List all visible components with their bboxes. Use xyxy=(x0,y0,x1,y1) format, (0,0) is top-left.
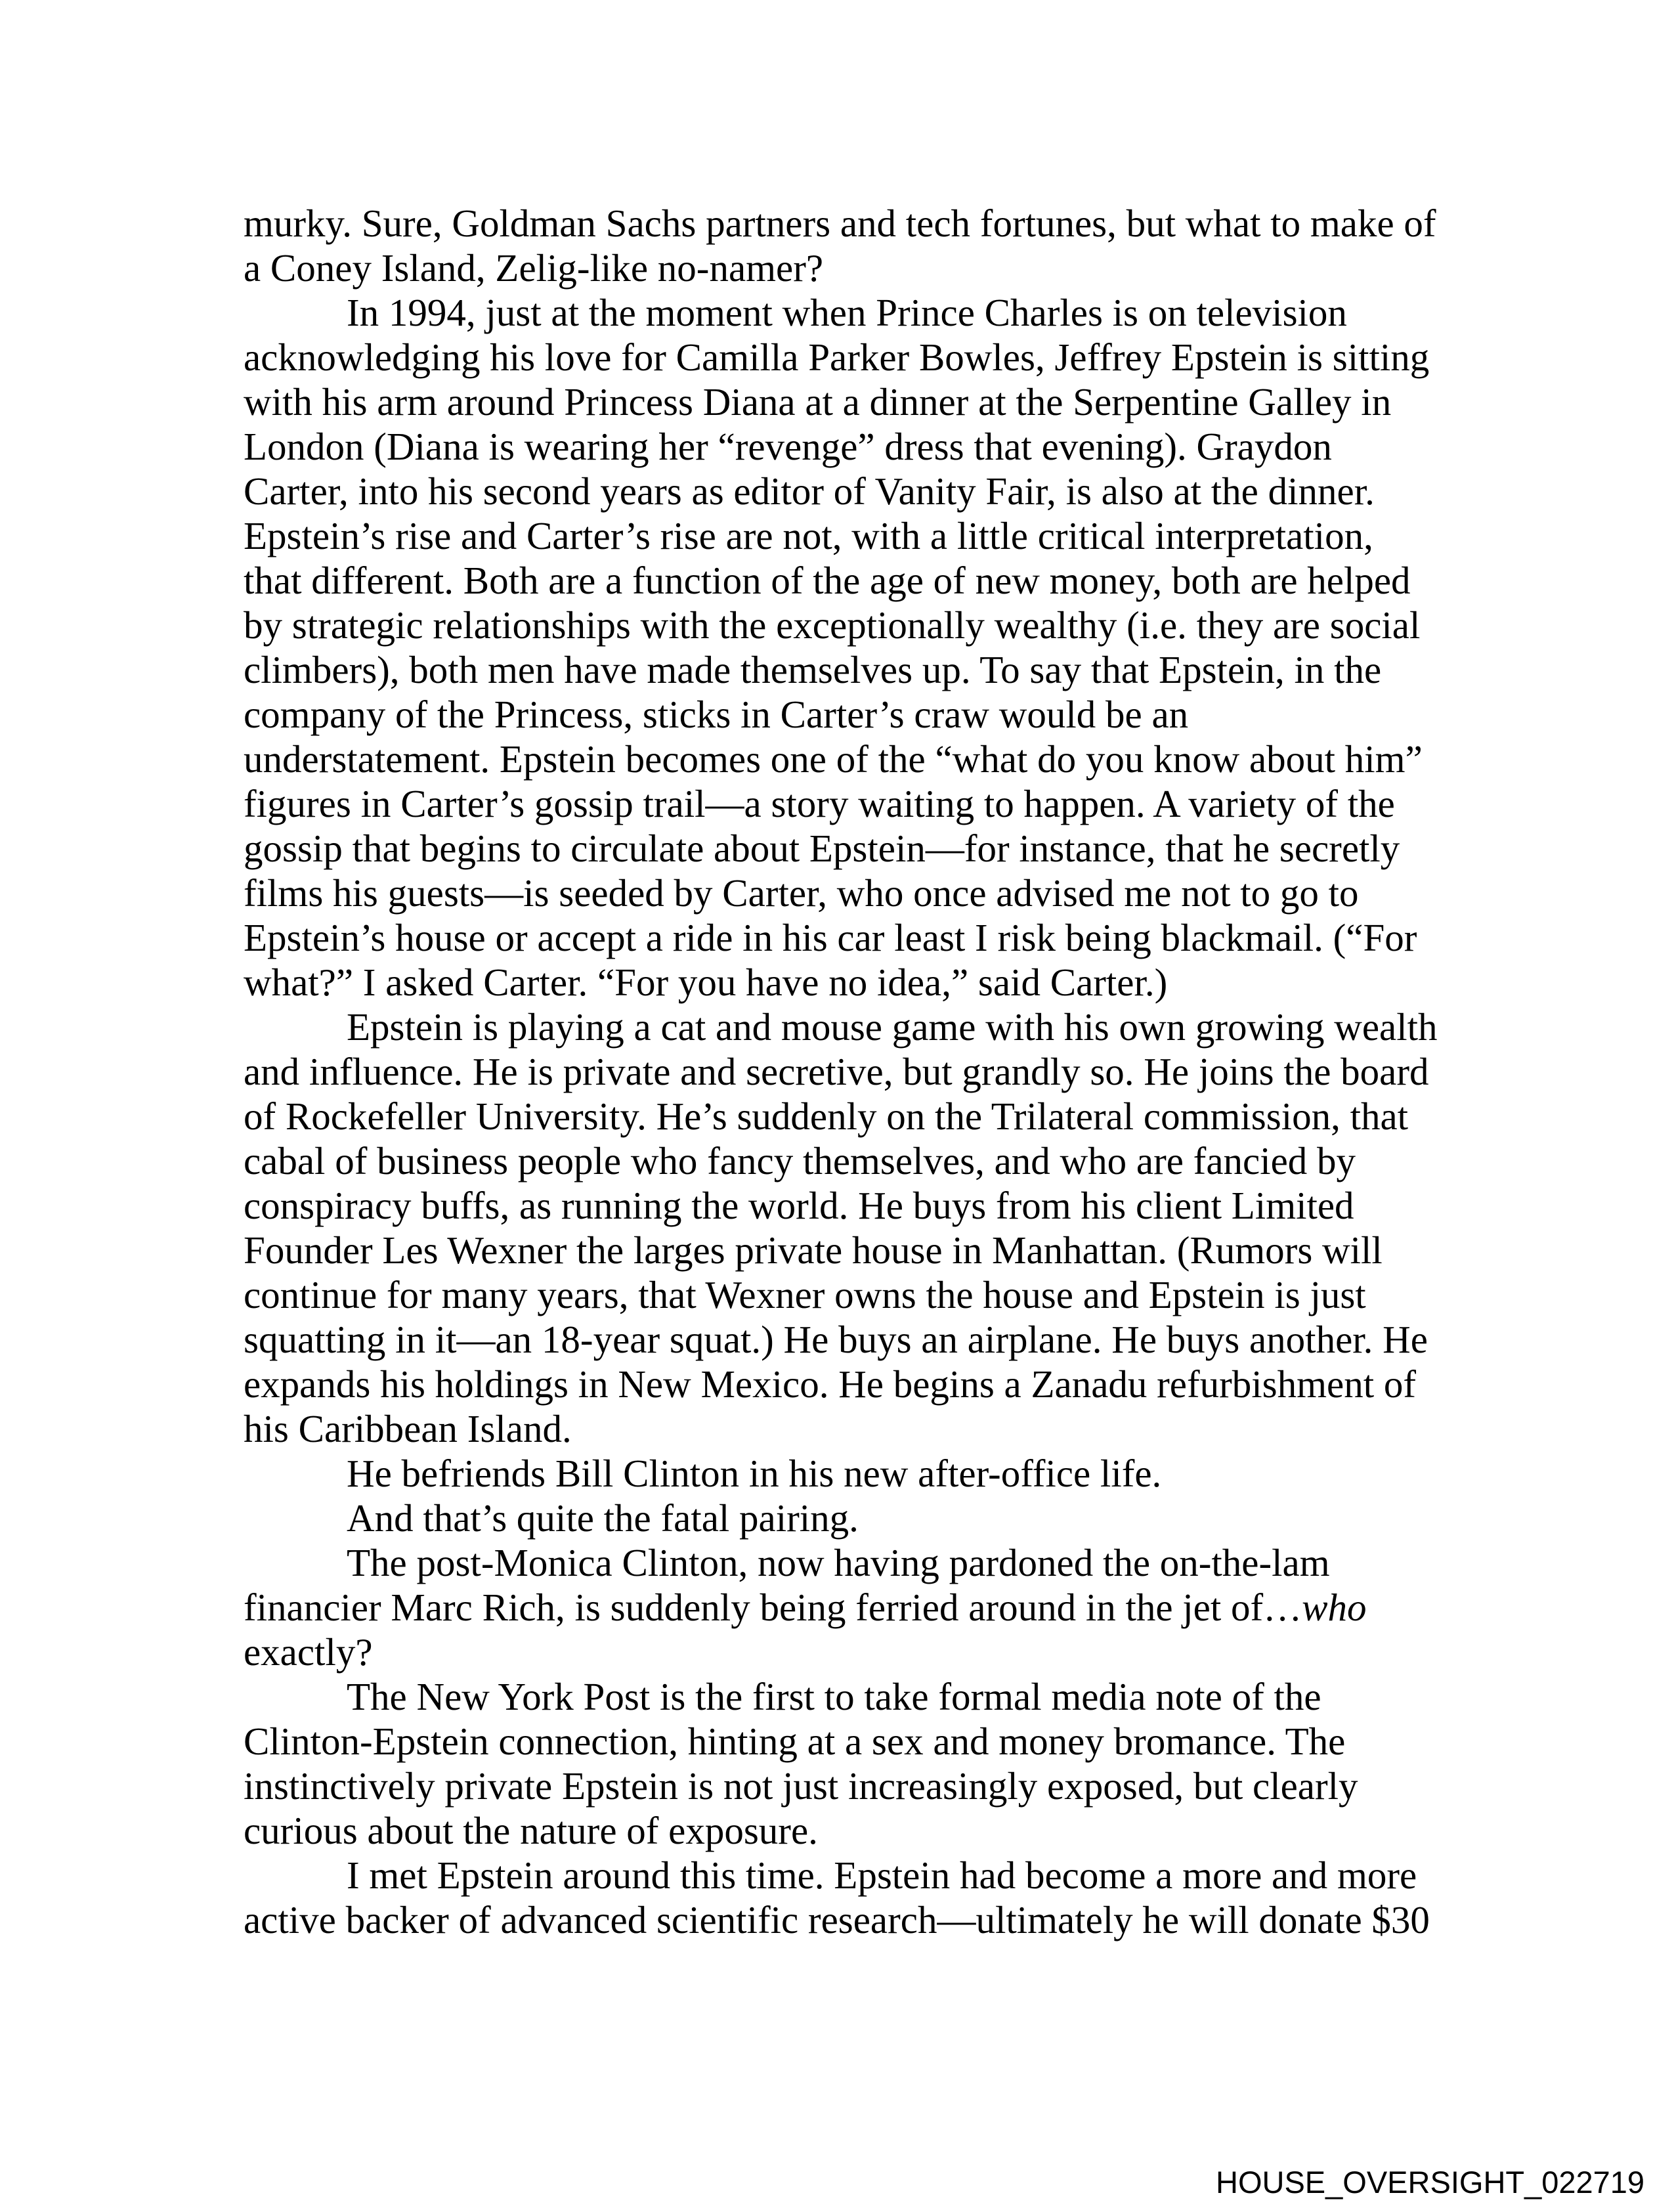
text-line: Carter, into his second years as editor of Vanity Fair, is also at the dinner. xyxy=(244,469,1375,513)
text-line: continue for many years, that Wexner owns the house and Epstein is just xyxy=(244,1273,1366,1316)
paragraph xyxy=(244,1853,1445,1942)
text-line: what?” I asked Carter. “For you have no idea,” said Carter.) xyxy=(244,961,1168,1004)
paragraph xyxy=(244,1451,1445,1496)
paragraph xyxy=(244,1540,1445,1674)
text-line: In 1994, just at the moment when Prince Charles is on television xyxy=(347,291,1347,334)
text-line: The post-Monica Clinton, now having pardoned the on-the-lam xyxy=(347,1541,1330,1584)
text-line: The New York Post is the first to take formal media note of the xyxy=(347,1675,1321,1718)
text-line: Epstein’s house or accept a ride in his car least I risk being blackmail. (“For xyxy=(244,916,1417,959)
text-line: instinctively private Epstein is not just increasingly exposed, but clearly xyxy=(244,1764,1358,1808)
text-line: his Caribbean Island. xyxy=(244,1407,572,1450)
text-line: exactly? xyxy=(244,1630,373,1674)
paragraph xyxy=(244,201,1445,290)
text-line xyxy=(244,1585,1445,1630)
text-line: by strategic relationships with the exceptionally wealthy (i.e. they are social xyxy=(244,603,1421,647)
text-line: curious about the nature of exposure. xyxy=(244,1809,818,1852)
text-line: Epstein is playing a cat and mouse game with his own growing wealth xyxy=(347,1005,1438,1049)
bates-stamp: HOUSE_OVERSIGHT_022719 xyxy=(1216,2165,1645,2200)
text-line: a Coney Island, Zelig-like no-namer? xyxy=(244,246,824,290)
document-text-block xyxy=(244,201,1445,1942)
text-line: murky. Sure, Goldman Sachs partners and tech fortunes, but what to make of xyxy=(244,202,1436,245)
text-line: active backer of advanced scientific research—ultimately he will donate $30 xyxy=(244,1898,1430,1941)
text-line: acknowledging his love for Camilla Parker Bowles, Jeffrey Epstein is sitting xyxy=(244,336,1430,379)
text-line: and influence. He is private and secretive, but grandly so. He joins the board xyxy=(244,1050,1429,1093)
text-line: I met Epstein around this time. Epstein had become a more and more xyxy=(347,1854,1417,1897)
text-line: expands his holdings in New Mexico. He begins a Zanadu refurbishment of xyxy=(244,1362,1416,1406)
text-line: company of the Princess, sticks in Carter’s craw would be an xyxy=(244,693,1189,736)
italic-text-segment: who xyxy=(1302,1586,1367,1629)
text-line: Founder Les Wexner the larges private house in Manhattan. (Rumors will xyxy=(244,1228,1383,1272)
text-line: that different. Both are a function of the age of new money, both are helped xyxy=(244,559,1411,602)
text-line: London (Diana is wearing her “revenge” dress that evening). Graydon xyxy=(244,425,1332,468)
paragraph xyxy=(244,1005,1445,1451)
text-line: cabal of business people who fancy themselves, and who are fancied by xyxy=(244,1139,1356,1182)
text-line: gossip that begins to circulate about Epstein—for instance, that he secretly xyxy=(244,827,1400,870)
text-line: Clinton-Epstein connection, hinting at a sex and money bromance. The xyxy=(244,1720,1346,1763)
text-line: with his arm around Princess Diana at a dinner at the Serpentine Galley in xyxy=(244,380,1392,423)
text-line: And that’s quite the fatal pairing. xyxy=(347,1496,859,1540)
paragraph xyxy=(244,1674,1445,1853)
text-line: films his guests—is seeded by Carter, who once advised me not to go to xyxy=(244,871,1359,915)
text-line: Epstein’s rise and Carter’s rise are not, with a little critical interpretation, xyxy=(244,514,1373,557)
text-line: understatement. Epstein becomes one of the “what do you know about him” xyxy=(244,737,1423,781)
text-segment: financier Marc Rich, is suddenly being ferried around in the jet of… xyxy=(244,1586,1302,1629)
paragraph xyxy=(244,290,1445,1005)
paragraph xyxy=(244,1496,1445,1540)
text-line: climbers), both men have made themselves up. To say that Epstein, in the xyxy=(244,648,1382,691)
text-line: figures in Carter’s gossip trail—a story waiting to happen. A variety of the xyxy=(244,782,1395,825)
text-line: He befriends Bill Clinton in his new after-office life. xyxy=(347,1452,1162,1495)
text-line: conspiracy buffs, as running the world. He buys from his client Limited xyxy=(244,1184,1354,1227)
text-line: of Rockefeller University. He’s suddenly on the Trilateral commission, that xyxy=(244,1095,1409,1138)
text-line: squatting in it—an 18-year squat.) He buys an airplane. He buys another. He xyxy=(244,1318,1428,1361)
